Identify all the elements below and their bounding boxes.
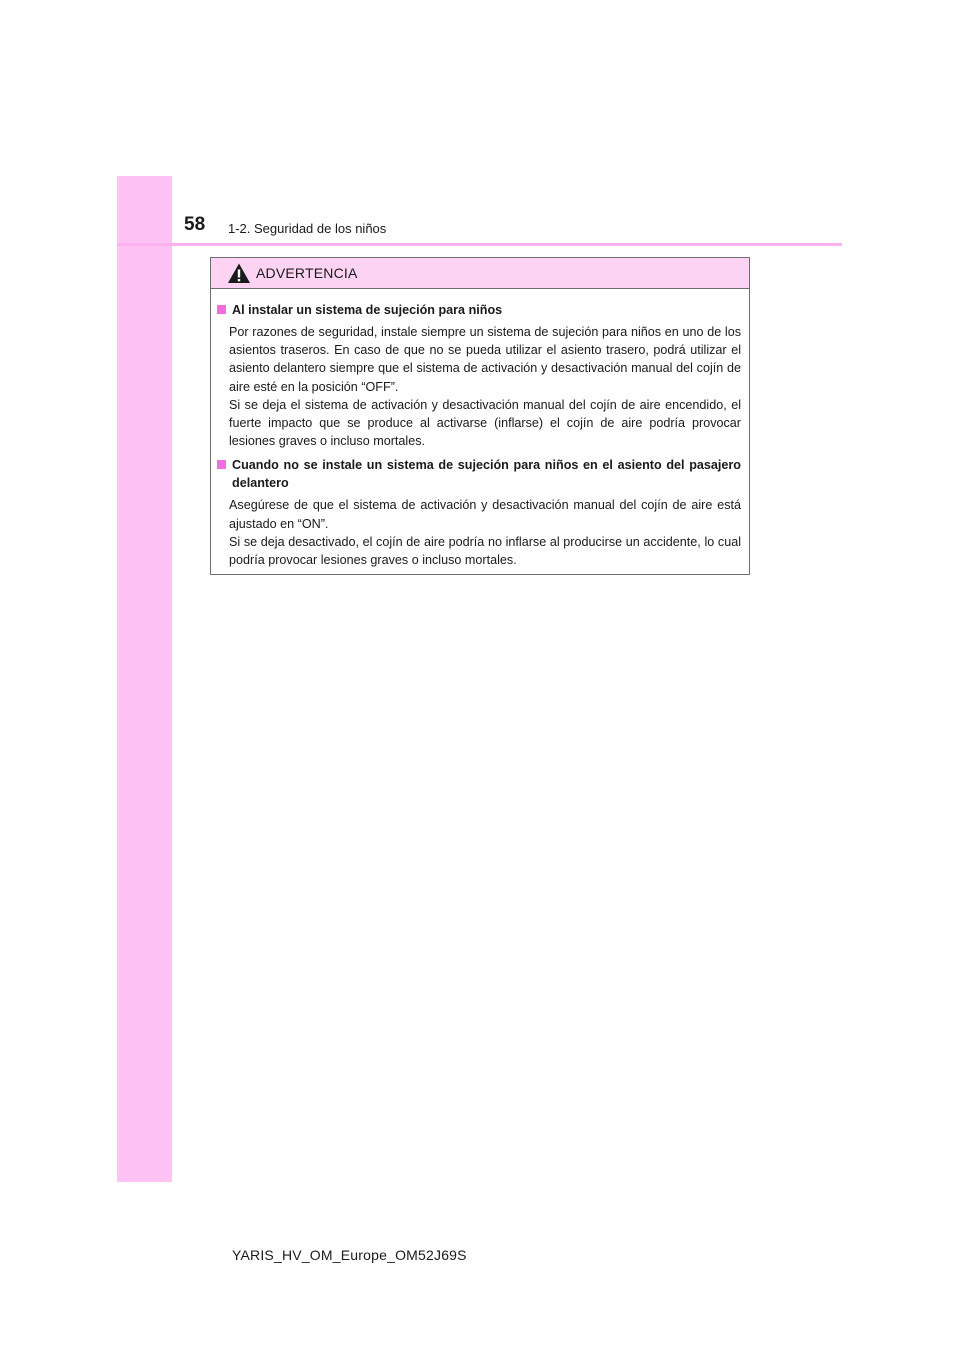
warning-body — [211, 289, 749, 569]
header-rule — [117, 243, 842, 246]
paragraph: Si se deja desactivado, el cojín de aire podría no inflarse al producirse un accidente, lo cual podría provocar lesiones graves o incluso mortales. — [229, 534, 741, 568]
warning-header — [211, 258, 749, 289]
side-band — [117, 176, 172, 1182]
warning-item — [217, 456, 741, 569]
square-bullet-icon — [217, 305, 229, 314]
page-number: 58 — [184, 214, 206, 235]
warning-item-body — [217, 496, 741, 569]
square-bullet-icon — [217, 460, 229, 469]
warning-item-body — [217, 323, 741, 450]
warning-item — [217, 301, 741, 450]
warning-item-heading: Al instalar un sistema de sujeción para niños — [217, 301, 741, 319]
warning-item-heading: Cuando no se instale un sistema de sujeción para niños en el asiento del pasajero delantero — [217, 456, 741, 492]
paragraph: Si se deja el sistema de activación y desactivación manual del cojín de aire encendido, el fuerte impacto que se produce al activarse (inflarse) el cojín de aire podría provocar lesiones graves o incluso mortales. — [229, 397, 741, 449]
section-title: 1-2. Seguridad de los niños — [228, 221, 387, 236]
paragraph: Por razones de seguridad, instale siempre un sistema de sujeción para niños en uno de los asientos traseros. En caso de que no se pueda utilizar el asiento trasero, podrá utilizar el asiento delantero siempre que el sistema de activación y desactivación manual del cojín de aire esté en la posición “OFF”. — [229, 325, 741, 394]
footer-document-code: YARIS_HV_OM_Europe_OM52J69S — [232, 1247, 467, 1263]
paragraph: Asegúrese de que el sistema de activación y desactivación manual del cojín de aire está ajustado en “ON”. — [229, 498, 741, 531]
warning-triangle-icon — [227, 262, 251, 284]
warning-title: ADVERTENCIA — [256, 265, 358, 281]
warning-box — [210, 257, 750, 575]
